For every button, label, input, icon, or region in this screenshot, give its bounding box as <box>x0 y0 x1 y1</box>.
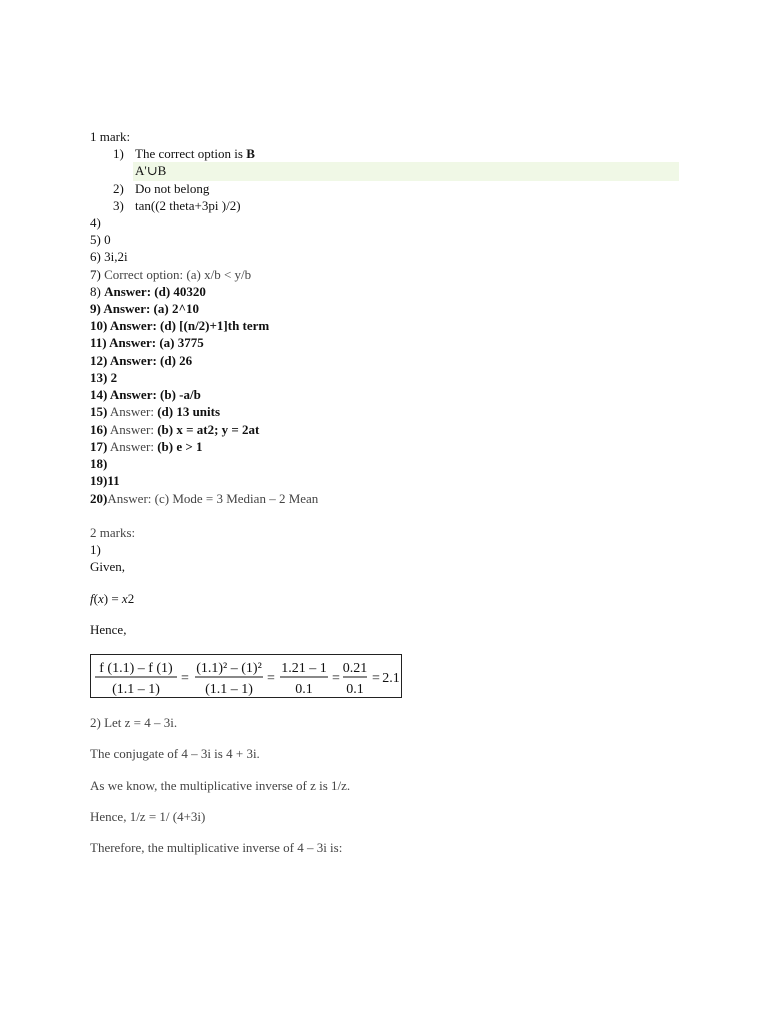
q2-let-z: 2) Let z = 4 – 3i. <box>90 715 178 730</box>
fx-rest: ) = <box>103 591 122 606</box>
q3-number: 3) <box>113 198 124 213</box>
q15-number: 15) <box>90 404 108 419</box>
q2-number: 2) <box>113 181 124 196</box>
q15-answer: (d) 13 units <box>157 404 221 419</box>
fraction2-numerator: (1.1)² – (1)² <box>196 661 262 676</box>
q14-text: 14) Answer: (b) -a/b <box>90 387 201 402</box>
q11-line <box>90 334 204 351</box>
therefore-text: Therefore, the multiplicative inverse of 4 – 3i is: <box>90 840 343 855</box>
q1-sub-answer: A'∪B <box>135 163 167 178</box>
hence-inverse-text: Hence, 1/z = 1/ (4+3i) <box>90 809 206 824</box>
q15-line <box>90 403 220 420</box>
equals-1: = <box>181 671 189 686</box>
fraction4-denominator: 0.1 <box>346 682 364 697</box>
q16-line <box>90 421 259 438</box>
q17-label: Answer: <box>109 439 154 454</box>
two-marks-q1-number: 1) <box>90 542 101 557</box>
q15-label: Answer: <box>109 404 154 419</box>
q3-text: tan((2 theta+3pi )/2) <box>135 198 241 213</box>
q1-line <box>113 145 255 162</box>
q1-text: The correct option is <box>135 146 247 161</box>
inverse-known-text: As we know, the multiplicative inverse of z is 1/z. <box>90 778 351 793</box>
q16-label: Answer: <box>109 422 154 437</box>
q17-number: 17) <box>90 439 108 454</box>
q13-text: 13) 2 <box>90 370 118 385</box>
given-text: Given, <box>90 559 126 574</box>
equals-4: = <box>372 671 380 686</box>
fraction2-denominator: (1.1 – 1) <box>205 682 253 697</box>
q10-text: 10) Answer: (d) [(n/2)+1]th term <box>90 318 270 333</box>
q9-line <box>90 300 199 317</box>
formula-result: 2.1 <box>382 671 400 686</box>
q1-number: 1) <box>113 146 124 161</box>
fraction3-denominator: 0.1 <box>295 682 313 697</box>
q12-text: 12) Answer: (d) 26 <box>90 353 193 368</box>
hence-text: Hence, <box>90 622 127 637</box>
q16-answer: (b) x = at2; y = 2at <box>157 422 260 437</box>
equals-2: = <box>267 671 275 686</box>
conjugate-text: The conjugate of 4 – 3i is 4 + 3i. <box>90 746 260 761</box>
q8-number: 8) <box>90 284 101 299</box>
fx-x2: x <box>121 591 128 606</box>
q3-line <box>113 197 241 214</box>
q2-text: Do not belong <box>135 181 210 196</box>
q19-text: 19)11 <box>90 473 120 488</box>
fraction4-numerator: 0.21 <box>342 661 368 676</box>
q17-line <box>90 438 203 455</box>
q20-number: 20) <box>90 491 108 506</box>
fx-open: ( <box>93 591 98 606</box>
q9-text: 9) Answer: (a) 2^10 <box>90 301 200 316</box>
q11-text: 11) Answer: (a) 3775 <box>90 335 204 350</box>
function-definition <box>90 590 134 607</box>
fx-pow: 2 <box>127 591 135 606</box>
q4-line: 4) <box>90 215 101 230</box>
highlight-band <box>133 162 679 181</box>
q18-line <box>90 455 107 472</box>
q7-number: 7) <box>90 267 101 282</box>
fx-f: f <box>90 591 94 606</box>
q7-text: Correct option: (a) x/b < y/b <box>104 267 252 282</box>
q20-line <box>90 490 318 507</box>
q6-line: 6) 3i,2i <box>90 249 128 264</box>
fraction3-numerator: 1.21 – 1 <box>281 661 327 676</box>
q14-line <box>90 386 201 403</box>
q5-line: 5) 0 <box>90 232 111 247</box>
one-mark-heading: 1 mark: <box>90 129 131 144</box>
q7-line <box>90 266 251 283</box>
q16-number: 16) <box>90 422 108 437</box>
fraction1-numerator: f (1.1) – f (1) <box>99 661 173 676</box>
q8-text: Answer: (d) 40320 <box>104 284 206 299</box>
q10-line <box>90 317 269 334</box>
fraction1-denominator: (1.1 – 1) <box>112 682 160 697</box>
q20-text: Answer: (c) Mode = 3 Median – 2 Mean <box>107 491 319 506</box>
q17-answer: (b) e > 1 <box>157 439 203 454</box>
difference-quotient-formula <box>90 654 402 698</box>
q2-line <box>113 180 209 197</box>
q19-line <box>90 472 120 489</box>
q8-line <box>90 283 206 300</box>
fx-x: x <box>97 591 104 606</box>
q18-text: 18) <box>90 456 108 471</box>
q13-line <box>90 369 117 386</box>
formula-svg <box>91 655 403 699</box>
q1-answer: B <box>246 146 255 161</box>
equals-3: = <box>332 671 340 686</box>
two-marks-heading: 2 marks: <box>90 525 136 540</box>
q12-line <box>90 352 192 369</box>
